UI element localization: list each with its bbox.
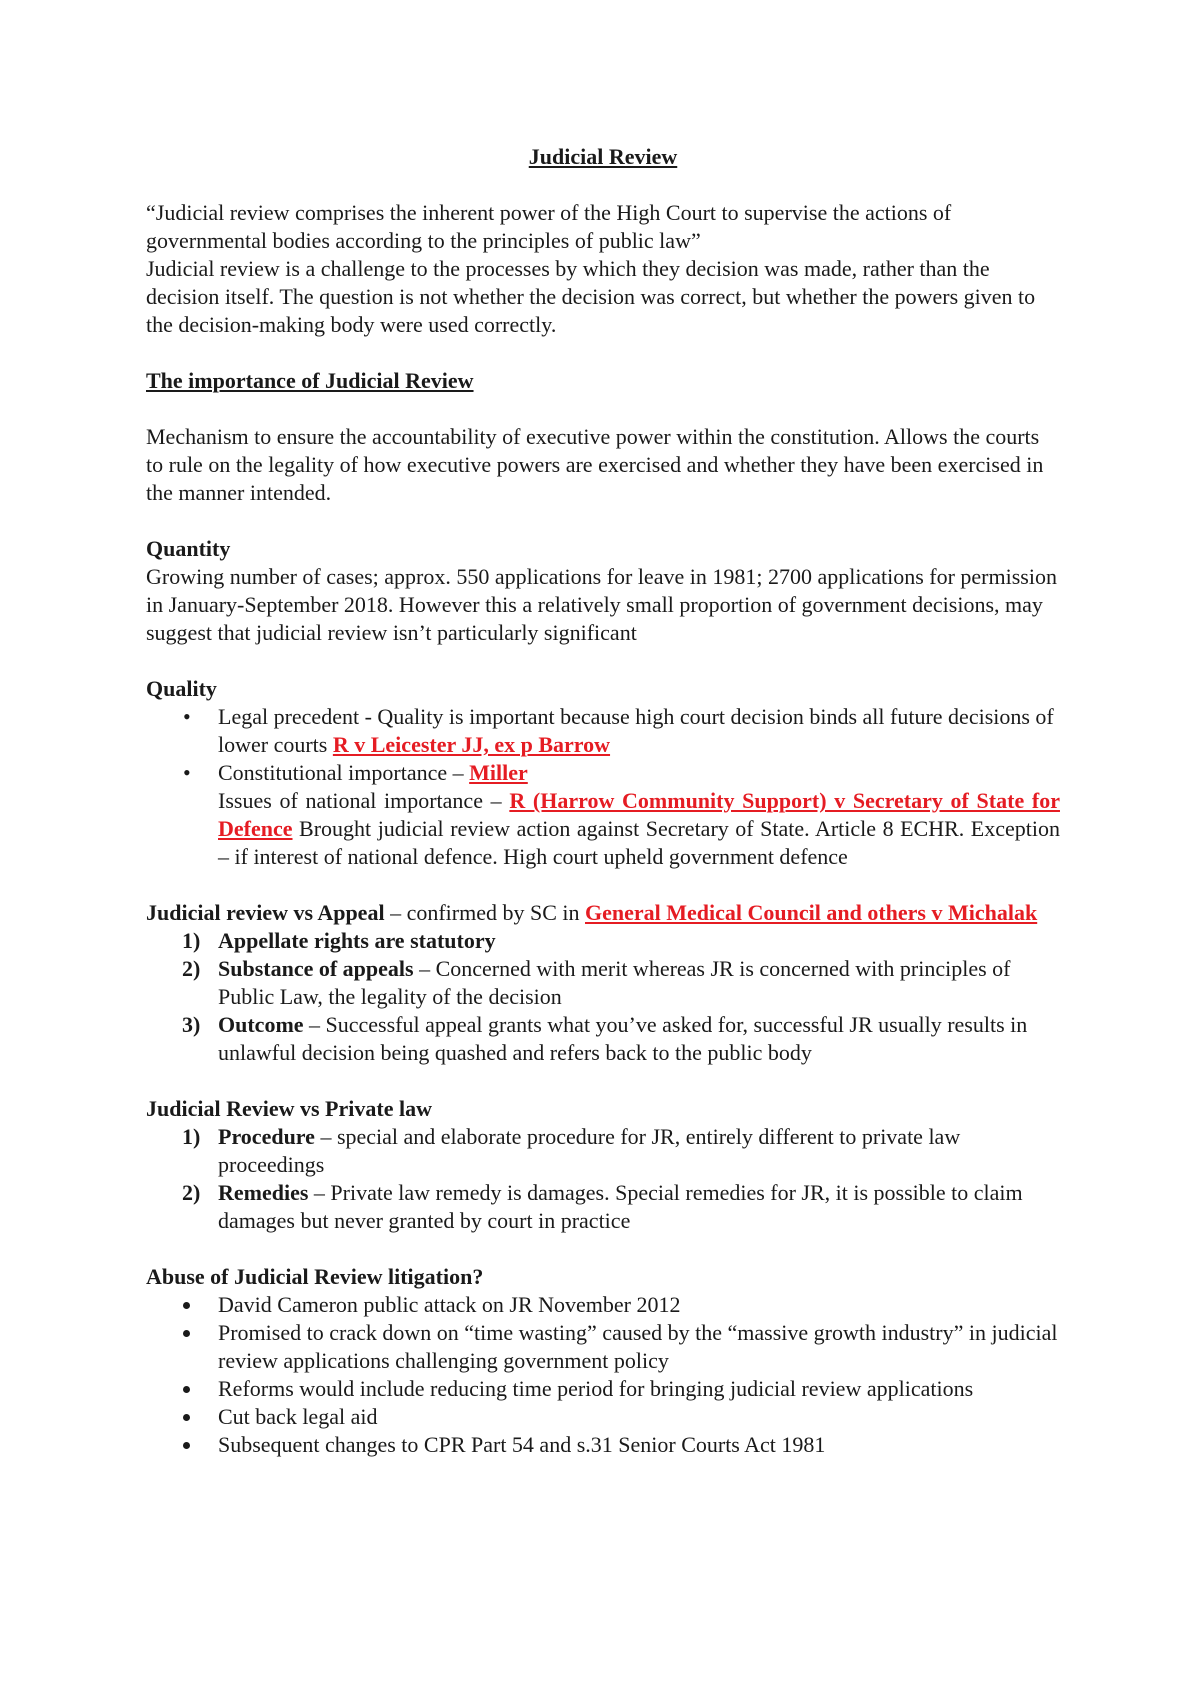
list-item [146, 759, 1060, 871]
list-item [146, 1375, 1060, 1403]
list-item-text: Reforms would include reducing time period for bringing judicial review applications [218, 1376, 974, 1401]
list-item-text: – Private law remedy is damages. Special remedies for JR, it is possible to claim damages but never granted by court in practice [218, 1180, 1023, 1233]
list-item-text: Cut back legal aid [218, 1404, 378, 1429]
case-link: Miller [469, 760, 528, 785]
list-item-bold: Procedure [218, 1124, 315, 1149]
quality-item2-sub [218, 787, 1060, 871]
importance-heading: The importance of Judicial Review [146, 368, 474, 393]
list-number: 2) [182, 1180, 201, 1205]
list-number: 1) [182, 928, 201, 953]
list-item [146, 1011, 1060, 1067]
quantity-text: Growing number of cases; approx. 550 applications for leave in 1981; 2700 applications for permission in January-September 2018. However this a relatively small proportion of government decisions, may suggest that judicial review isn’t particularly significant [146, 564, 1057, 645]
appeal-heading-line [146, 899, 1060, 927]
intro-text: Judicial review is a challenge to the processes by which they decision was made, rather than the decision itself. The question is not whether the decision was correct, but whether the powers given to the decision-making body were used correctly. [146, 256, 1036, 337]
bullet-dot-icon [183, 1414, 190, 1421]
appeal-text: – confirmed by SC in [384, 900, 585, 925]
quantity-heading: Quantity [146, 536, 231, 561]
case-link: General Medical Council and others v Michalak [585, 900, 1038, 925]
list-number: 1) [182, 1124, 201, 1149]
list-item-text: Promised to crack down on “time wasting” caused by the “massive growth industry” in judicial review applications challenging government policy [218, 1320, 1058, 1373]
list-item-text: – Concerned with merit whereas JR is concerned with principles of Public Law, the legality of the decision [218, 956, 1011, 1009]
list-item [146, 703, 1060, 759]
list-item-bold: Substance of appeals [218, 956, 414, 981]
case-link: R v Leicester JJ, ex p Barrow [332, 732, 611, 757]
quality-item1-text: Legal precedent - Quality is important because high court decision binds all future decisions of lower courts [218, 704, 1054, 757]
quality-list [146, 703, 1060, 871]
importance-text: Mechanism to ensure the accountability of executive power within the constitution. Allows the courts to rule on the legality of how executive powers are exercised and whether they have been exercised in the manner intended. [146, 424, 1044, 505]
abuse-heading: Abuse of Judicial Review litigation? [146, 1264, 484, 1289]
abuse-list [146, 1291, 1060, 1459]
list-item [146, 955, 1060, 1011]
quality-item2-sub-text: Issues of national importance – [218, 788, 510, 813]
appeal-list [146, 927, 1060, 1067]
list-item [146, 1319, 1060, 1375]
appeal-heading: Judicial review vs Appeal [146, 900, 385, 925]
document-title: Judicial Review [528, 144, 678, 169]
quality-item2-sub-after: Brought judicial review action against Secretary of State. Article 8 ECHR. Exception – if interest of national defence. High court upheld government defence [218, 816, 1060, 869]
list-item [146, 1291, 1060, 1319]
private-law-heading: Judicial Review vs Private law [146, 1096, 432, 1121]
bullet-marker: • [183, 760, 191, 785]
list-number: 2) [182, 956, 201, 981]
list-item [146, 1123, 1060, 1179]
list-item [146, 1431, 1060, 1459]
list-item-bold: Appellate rights are statutory [218, 928, 496, 953]
list-item-text: Subsequent changes to CPR Part 54 and s.31 Senior Courts Act 1981 [218, 1432, 826, 1457]
quality-heading: Quality [146, 676, 217, 701]
list-item-text: – special and elaborate procedure for JR, entirely different to private law proceedings [218, 1124, 961, 1177]
list-item-text: – Successful appeal grants what you’ve asked for, successful JR usually results in unlawful decision being quashed and refers back to the public body [218, 1012, 1028, 1065]
intro-quote: “Judicial review comprises the inherent power of the High Court to supervise the actions of governmental bodies according to the principles of public law” [146, 200, 952, 253]
quality-item2-text: Constitutional importance – [218, 760, 470, 785]
list-item [146, 1179, 1060, 1235]
bullet-dot-icon [183, 1442, 190, 1449]
list-item-bold: Outcome [218, 1012, 304, 1037]
bullet-dot-icon [183, 1386, 190, 1393]
case-link: R (Harrow Community Support) v Secretary of State for Defence [218, 788, 1060, 841]
bullet-marker: • [183, 704, 191, 729]
list-item-bold: Remedies [218, 1180, 309, 1205]
bullet-dot-icon [183, 1302, 190, 1309]
list-item [146, 1403, 1060, 1431]
list-item-text: David Cameron public attack on JR November 2012 [218, 1292, 681, 1317]
private-law-list [146, 1123, 1060, 1235]
bullet-dot-icon [183, 1330, 190, 1337]
list-number: 3) [182, 1012, 201, 1037]
list-item [146, 927, 1060, 955]
